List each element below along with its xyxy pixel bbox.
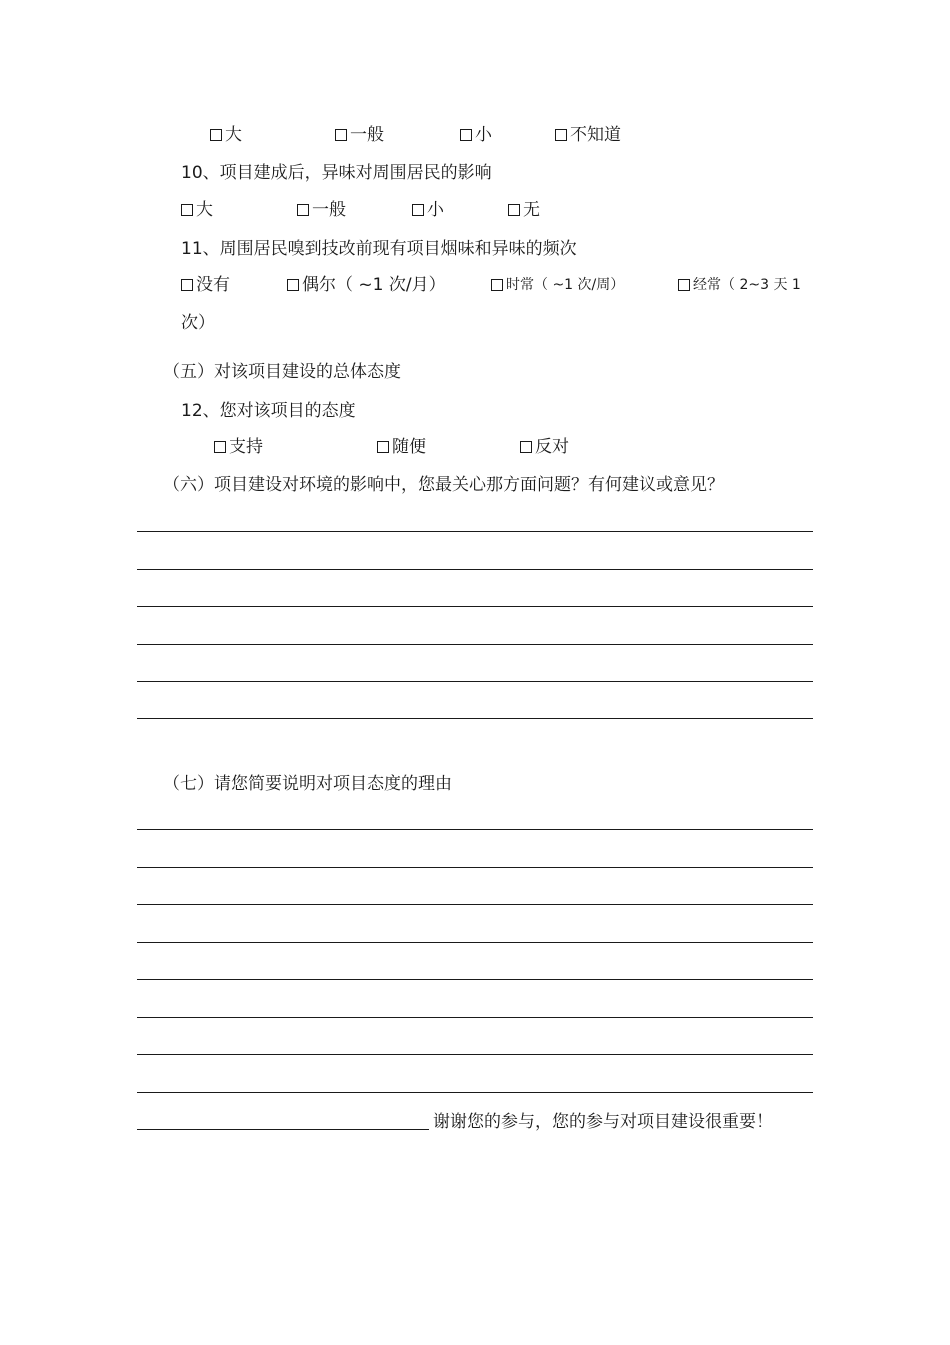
checkbox[interactable] [210, 129, 222, 141]
answer-line[interactable] [137, 718, 813, 719]
answer-line[interactable] [137, 681, 813, 682]
checkbox[interactable] [555, 129, 567, 141]
option-label: 无 [523, 200, 540, 220]
checkbox[interactable] [297, 204, 309, 216]
option-label: 小 [475, 125, 492, 145]
checkbox[interactable] [412, 204, 424, 216]
checkbox[interactable] [520, 441, 532, 453]
option-label: 不知道 [570, 125, 621, 145]
option-label: 小 [427, 200, 444, 220]
option-label: 经常（ 2~3 天 1 [693, 277, 801, 293]
answer-line[interactable] [137, 829, 813, 830]
checkbox[interactable] [214, 441, 226, 453]
q9-option-large[interactable] [210, 124, 242, 146]
checkbox[interactable] [678, 279, 690, 291]
option-label: 偶尔（ ~1 次/月） [302, 275, 446, 295]
closing-thanks: 谢谢您的参与，您的参与对项目建设很重要！ [433, 1112, 773, 1132]
answer-line[interactable] [137, 531, 813, 532]
q9-option-small[interactable] [460, 124, 492, 146]
q11-option-never[interactable] [181, 274, 230, 296]
q11-option-often[interactable] [678, 274, 801, 296]
q11-option-occasionally[interactable] [287, 274, 446, 296]
checkbox[interactable] [508, 204, 520, 216]
answer-line[interactable] [137, 904, 813, 905]
checkbox[interactable] [181, 204, 193, 216]
checkbox[interactable] [335, 129, 347, 141]
q10-option-large[interactable] [181, 199, 213, 221]
q11-option-often-wrap: 次） [181, 313, 215, 333]
q10-option-none[interactable] [508, 199, 540, 221]
q10-option-small[interactable] [412, 199, 444, 221]
option-label: 时常（ ~1 次/周） [506, 277, 625, 293]
answer-line[interactable] [137, 1092, 813, 1093]
section-6-title: （六）项目建设对环境的影响中，您最关心那方面问题？有何建议或意见？ [163, 475, 724, 495]
checkbox[interactable] [491, 279, 503, 291]
section-5-title: （五）对该项目建设的总体态度 [163, 362, 401, 382]
answer-line[interactable] [137, 942, 813, 943]
q12-option-indifferent[interactable] [377, 436, 426, 458]
answer-line[interactable] [137, 1017, 813, 1018]
option-label: 一般 [350, 125, 384, 145]
checkbox[interactable] [460, 129, 472, 141]
section-7-title: （七）请您简要说明对项目态度的理由 [163, 774, 452, 794]
checkbox[interactable] [377, 441, 389, 453]
option-label: 一般 [312, 200, 346, 220]
q10-option-medium[interactable] [297, 199, 346, 221]
q11-question: 11、周围居民嗅到技改前现有项目烟味和异味的频次 [181, 239, 577, 259]
q12-option-oppose[interactable] [520, 436, 569, 458]
answer-line[interactable] [137, 867, 813, 868]
answer-line[interactable] [137, 1054, 813, 1055]
q9-option-unknown[interactable] [555, 124, 621, 146]
q10-question: 10、项目建成后，异味对周围居民的影响 [181, 163, 492, 183]
checkbox[interactable] [287, 279, 299, 291]
q11-option-sometimes[interactable] [491, 274, 624, 296]
option-label: 大 [196, 200, 213, 220]
option-label: 反对 [535, 437, 569, 457]
q12-question: 12、您对该项目的态度 [181, 401, 356, 421]
q12-option-support[interactable] [214, 436, 263, 458]
q9-option-medium[interactable] [335, 124, 384, 146]
option-label: 随便 [392, 437, 426, 457]
option-label: 支持 [229, 437, 263, 457]
answer-line[interactable] [137, 606, 813, 607]
closing-answer-line[interactable] [137, 1129, 429, 1130]
answer-line[interactable] [137, 644, 813, 645]
answer-line[interactable] [137, 979, 813, 980]
checkbox[interactable] [181, 279, 193, 291]
option-label: 大 [225, 125, 242, 145]
answer-line[interactable] [137, 569, 813, 570]
option-label: 没有 [196, 275, 230, 295]
